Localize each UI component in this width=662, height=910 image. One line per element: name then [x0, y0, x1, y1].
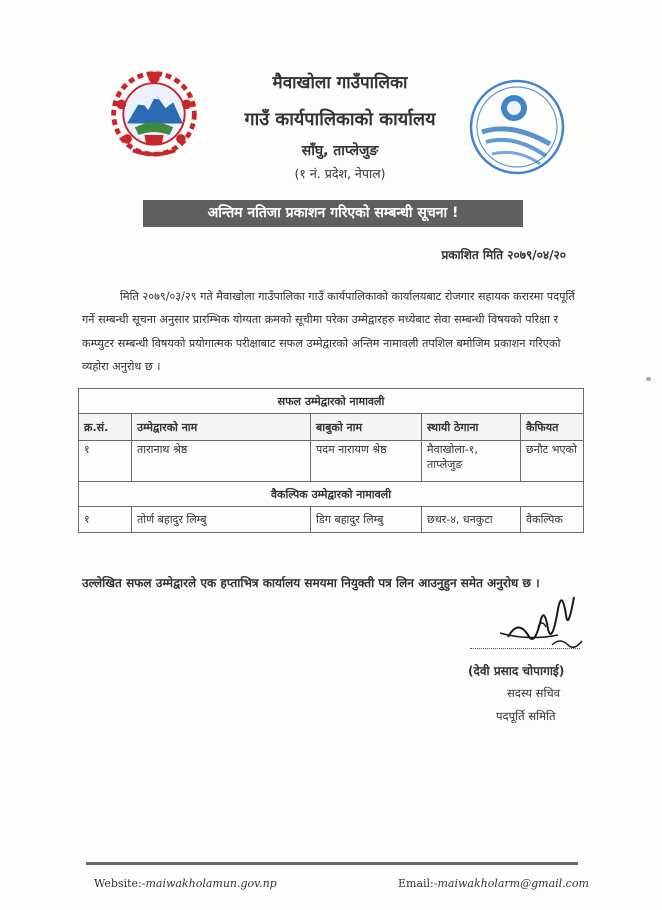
office-name: गाउँ कार्यपालिकाको कार्यालय: [244, 109, 436, 130]
col-candidate-name: उम्मेद्वारको नाम: [132, 414, 311, 441]
email-link[interactable]: maiwakholarm@gmail.com: [437, 877, 589, 890]
table-row: [79, 441, 584, 482]
cell-candidate-name: तारानाथ श्रेष्ठ: [132, 441, 311, 482]
cell-father-name: पदम नारायण श्रेष्ठ: [311, 441, 422, 482]
signature-line: [470, 648, 580, 649]
published-date: प्रकाशित मिति २०७९/०४/२०: [441, 248, 566, 262]
cell-serial: १: [79, 507, 132, 533]
col-permanent-address: स्थायी ठेगाना: [422, 414, 521, 441]
nepal-emblem-icon: [106, 64, 202, 160]
email-label: Email:-: [398, 877, 438, 890]
office-location: साँघु, ताप्लेजुङ: [301, 143, 379, 159]
cell-remarks: छनौट भएको: [521, 441, 584, 482]
website-link[interactable]: maiwakholamun.gov.np: [145, 877, 277, 890]
signatory-committee: पदपूर्ति समिति: [496, 709, 556, 723]
footer-website: [94, 877, 277, 890]
alternate-list-title: वैकल्पिक उम्मेद्वारको नामावली: [79, 482, 584, 507]
cell-remarks: वैकल्पिक: [521, 507, 584, 533]
signatory-role: सदस्य सचिव: [507, 686, 561, 700]
cell-serial: १: [79, 441, 132, 482]
municipality-name: मैवाखोला गाउँपालिका: [272, 73, 408, 93]
signatory-name: (देवी प्रसाद चोपागाई): [468, 664, 565, 678]
province-line: (१ नं. प्रदेश, नेपाल): [294, 166, 386, 181]
handwritten-signature-icon: [478, 575, 590, 670]
scan-speck: [646, 377, 651, 381]
body-text: २०७९/०३/२९ गते मैवाखोला गाउँपालिका गाउँ कार्यपालिकाको कार्यालयबाट रोजगार सहायक करारमा पदपूर्ति गर्ने सम्बन्धी सूचना अनुसार प्रारम्भिक योग्यता क्रमको सूचीमा परेका उम्मेद्वारहरु मध्येबाट सेवा सम्बन्धी विषयको परिक्षा र कम्प्युटर सम्बन्धी विषयको प्रयोगात्मक परीक्षाबाट सफल उम्मेद्वारको अन्तिम नामावली तपशिल बमोजिम प्रकाशन गरिएको व्यहोरा अनुरोध छ ।: [82, 290, 575, 373]
notice-body: [82, 285, 587, 378]
table-row: [79, 507, 584, 533]
footer-email: [398, 877, 589, 890]
footer-divider: [86, 862, 578, 865]
results-table: [78, 388, 584, 533]
closing-request: उल्लेखित सफल उम्मेद्वारले एक हप्ताभित्र कार्यालय समयमा नियुक्ती पत्र लिन आउनुहुन समेत अनुरोध छ ।: [82, 576, 540, 590]
cell-address: छथर-४, धनकुटा: [422, 507, 521, 533]
cell-address: मैवाखोला-१, ताप्लेजुङ: [422, 441, 521, 482]
col-father-name: बाबुको नाम: [311, 414, 422, 441]
website-label: Website:-: [94, 877, 146, 890]
success-list-title: सफल उम्मेद्वारको नामावली: [79, 389, 584, 414]
cell-father-name: डिग बहादुर लिम्बु: [311, 507, 422, 533]
cell-candidate-name: तोर्ण बहादुर लिम्बु: [132, 507, 311, 533]
body-date-label: मिति: [120, 290, 139, 303]
col-remarks: कैफियत: [521, 414, 584, 441]
notice-title-banner: अन्तिम नतिजा प्रकाशन गरिएको सम्बन्धी सूचना !: [143, 200, 523, 227]
col-serial: क्र.सं.: [79, 414, 132, 441]
office-seal-stamp-icon: [462, 72, 572, 182]
